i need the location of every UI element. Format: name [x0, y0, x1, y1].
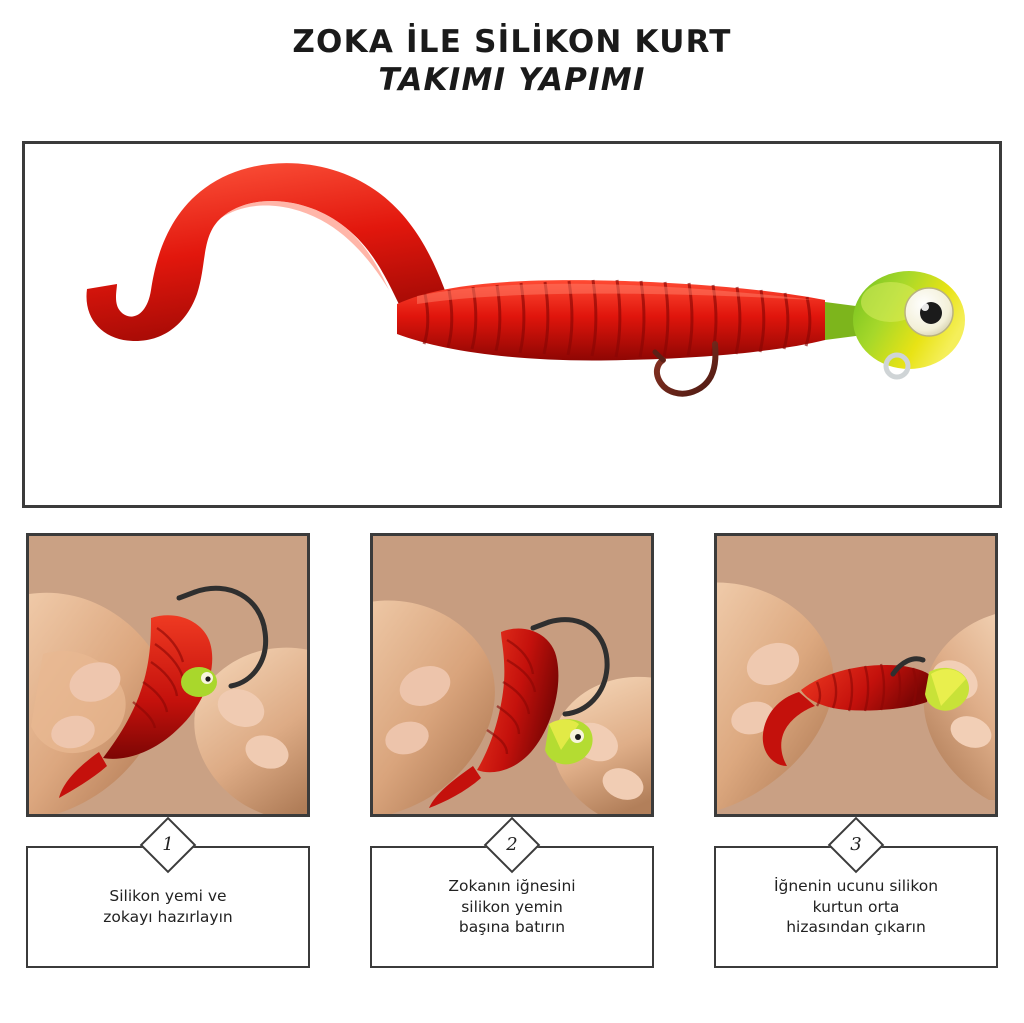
step-1-caption [38, 886, 298, 927]
step-1-caption-line-1: Silikon yemi ve [109, 887, 227, 905]
step-2-caption-line-2: silikon yemin [461, 897, 563, 916]
step-3-illustration [717, 536, 995, 814]
step-photo-1 [26, 533, 310, 817]
title-line-1: ZOKA İLE SİLİKON KURT [292, 24, 732, 60]
step-3-caption-line-3: hizasından çıkarın [786, 918, 926, 937]
finished-rig-illustration [25, 144, 999, 505]
step-3-caption-line-1: İğnenin ucunu silikon [773, 877, 939, 895]
step-2-caption [382, 876, 642, 938]
step-3 [714, 533, 998, 1000]
step-photo-2 [370, 533, 654, 817]
steps-row [22, 533, 1002, 1000]
worm-body [397, 280, 825, 360]
step-1-badge-number: 1 [162, 834, 174, 855]
step-1-caption-line-2: zokayı hazırlayın [103, 907, 233, 926]
hero-panel [22, 141, 1002, 508]
step-3-caption [726, 876, 986, 938]
step-photo-3 [714, 533, 998, 817]
page-title [0, 26, 1024, 98]
step-1-illustration [29, 536, 307, 814]
step-2 [370, 533, 654, 1000]
step-3-badge-number: 3 [850, 834, 862, 855]
step-2-illustration [373, 536, 651, 814]
jig-eye-glint [921, 303, 929, 311]
step-3-caption-line-2: kurtun orta [812, 897, 900, 916]
step-1 [26, 533, 310, 1000]
step-2-badge-number: 2 [506, 834, 518, 855]
finished-rig-photo [25, 144, 999, 505]
step-2-caption-line-1: Zokanın iğnesini [448, 877, 576, 895]
step-2-caption-line-3: başına batırın [458, 918, 566, 937]
title-line-2: TAKIMI YAPIMI [378, 61, 646, 98]
